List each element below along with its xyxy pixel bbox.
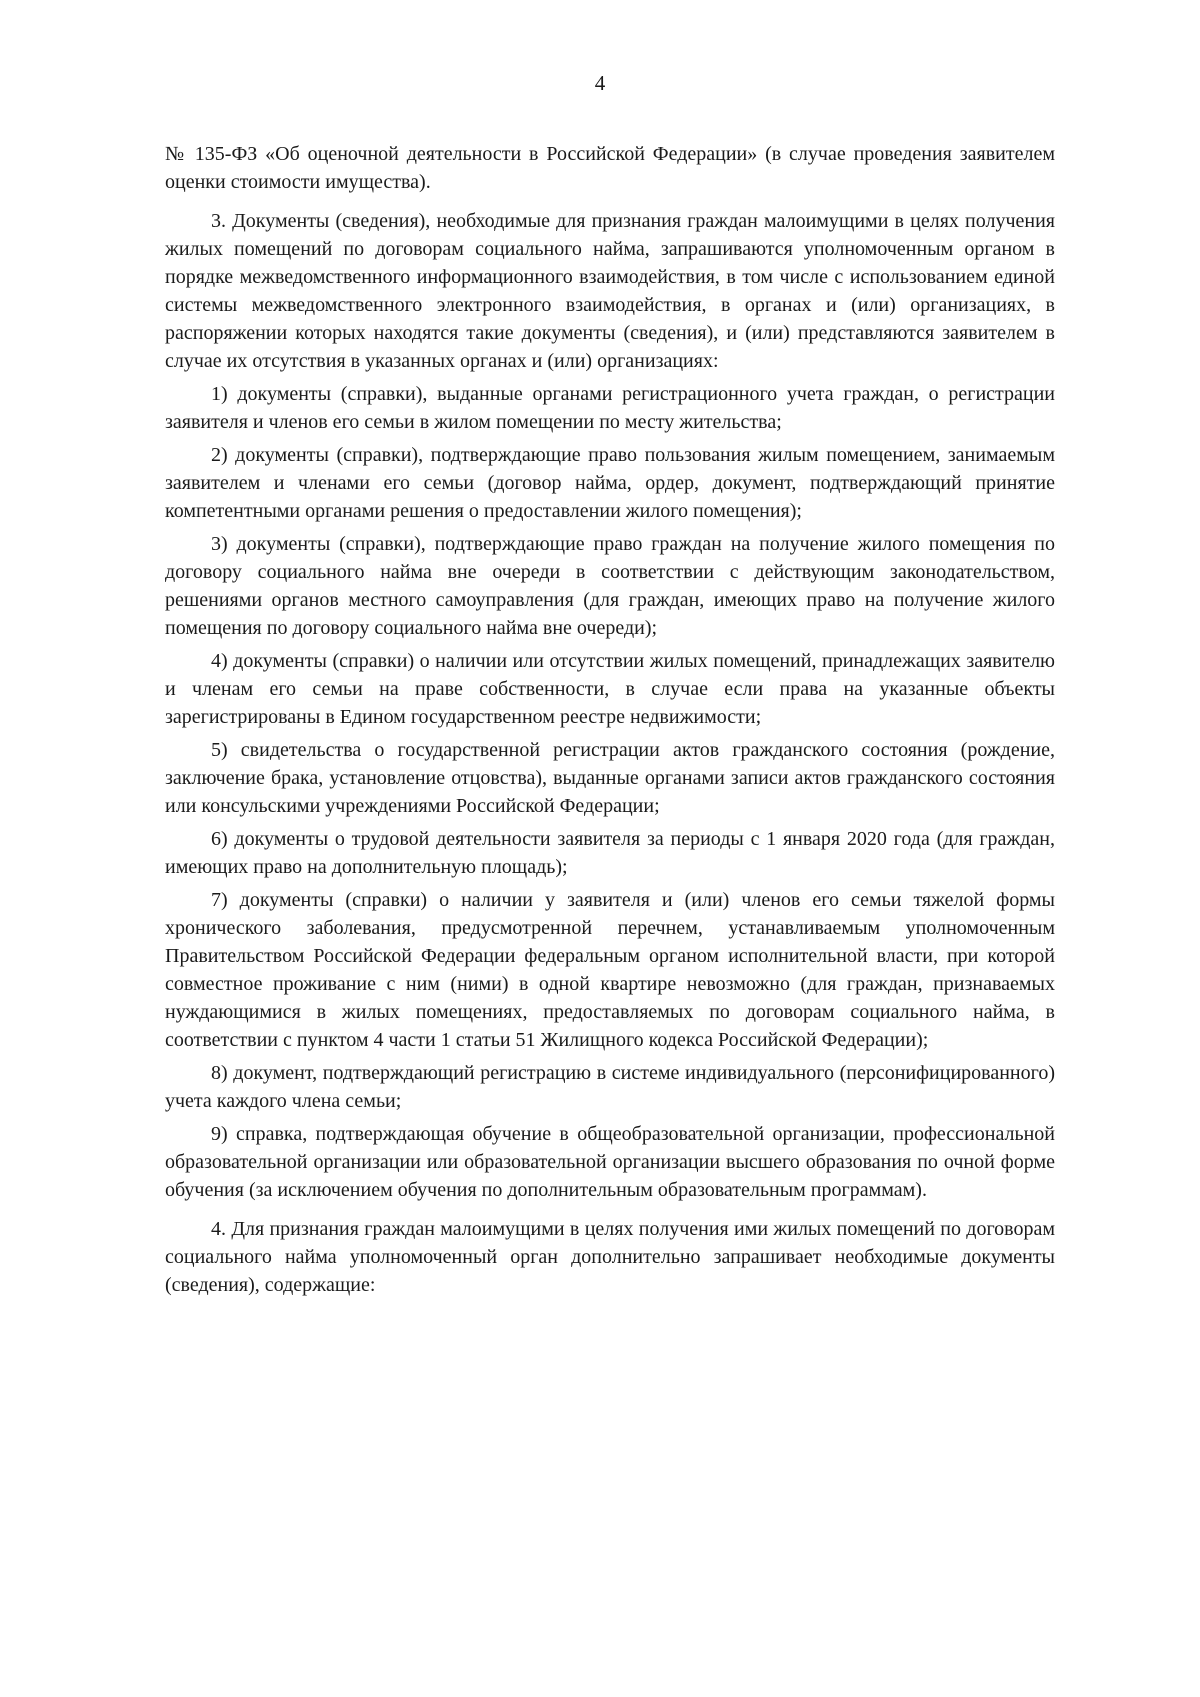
list-item-9: 9) справка, подтверждающая обучение в общеобразовательной организации, профессиональной образовательной организации или образовательной организации высшего образования по очной форме обучения (за исключением обучения по дополнительным образовательным программам).	[165, 1123, 1055, 1201]
paragraph-section-3: 3. Документы (сведения), необходимые для признания граждан малоимущими в целях получения жилых помещений по договорам социального найма, запрашиваются уполномоченным органом в порядке межведомственного информационного взаимодействия, в том числе с использованием единой системы межведомственного электронного взаимодействия, в органах и (или) организациях, в распоряжении которых находятся такие документы (сведения), и (или) представляются заявителем в случае их отсутствия в указанных органах и (или) организациях:	[165, 210, 1055, 372]
document-body	[165, 140, 1055, 1299]
paragraph-continuation: № 135-ФЗ «Об оценочной деятельности в Российской Федерации» (в случае проведения заявителем оценки стоимости имущества).	[165, 143, 1055, 193]
list-item-8: 8) документ, подтверждающий регистрацию в системе индивидуального (персонифицированного) учета каждого члена семьи;	[165, 1062, 1055, 1112]
list-item-2: 2) документы (справки), подтверждающие право пользования жилым помещением, занимаемым заявителем и членами его семьи (договор найма, ордер, документ, подтверждающий принятие компетентными органами решения о предоставлении жилого помещения);	[165, 444, 1055, 522]
list-item-1: 1) документы (справки), выданные органами регистрационного учета граждан, о регистрации заявителя и членов его семьи в жилом помещении по месту жительства;	[165, 383, 1055, 433]
list-item-6: 6) документы о трудовой деятельности заявителя за периоды с 1 января 2020 года (для граждан, имеющих право на дополнительную площадь);	[165, 828, 1055, 878]
list-item-7: 7) документы (справки) о наличии у заявителя и (или) членов его семьи тяжелой формы хронического заболевания, предусмотренной перечнем, устанавливаемым уполномоченным Правительством Российской Федерации федеральным органом исполнительной власти, при которой совместное проживание с ним (ними) в одной квартире невозможно (для граждан, признаваемых нуждающимися в жилых помещениях, предоставляемых по договорам социального найма, в соответствии с пунктом 4 части 1 статьи 51 Жилищного кодекса Российской Федерации);	[165, 889, 1055, 1051]
list-item-4: 4) документы (справки) о наличии или отсутствии жилых помещений, принадлежащих заявителю и членам его семьи на праве собственности, в случае если права на указанные объекты зарегистрированы в Едином государственном реестре недвижимости;	[165, 650, 1055, 728]
page-number: 4	[594, 71, 606, 95]
list-item-3: 3) документы (справки), подтверждающие право граждан на получение жилого помещения по договору социального найма вне очереди в соответствии с действующим законодательством, решениями органов местного самоуправления (для граждан, имеющих право на получение жилого помещения по договору социального найма вне очереди);	[165, 533, 1055, 639]
paragraph-section-4: 4. Для признания граждан малоимущими в целях получения ими жилых помещений по договорам социального найма уполномоченный орган дополнительно запрашивает необходимые документы (сведения), содержащие:	[165, 1218, 1055, 1296]
list-item-5: 5) свидетельства о государственной регистрации актов гражданского состояния (рождение, заключение брака, установление отцовства), выданные органами записи актов гражданского состояния или консульскими учреждениями Российской Федерации;	[165, 739, 1055, 817]
